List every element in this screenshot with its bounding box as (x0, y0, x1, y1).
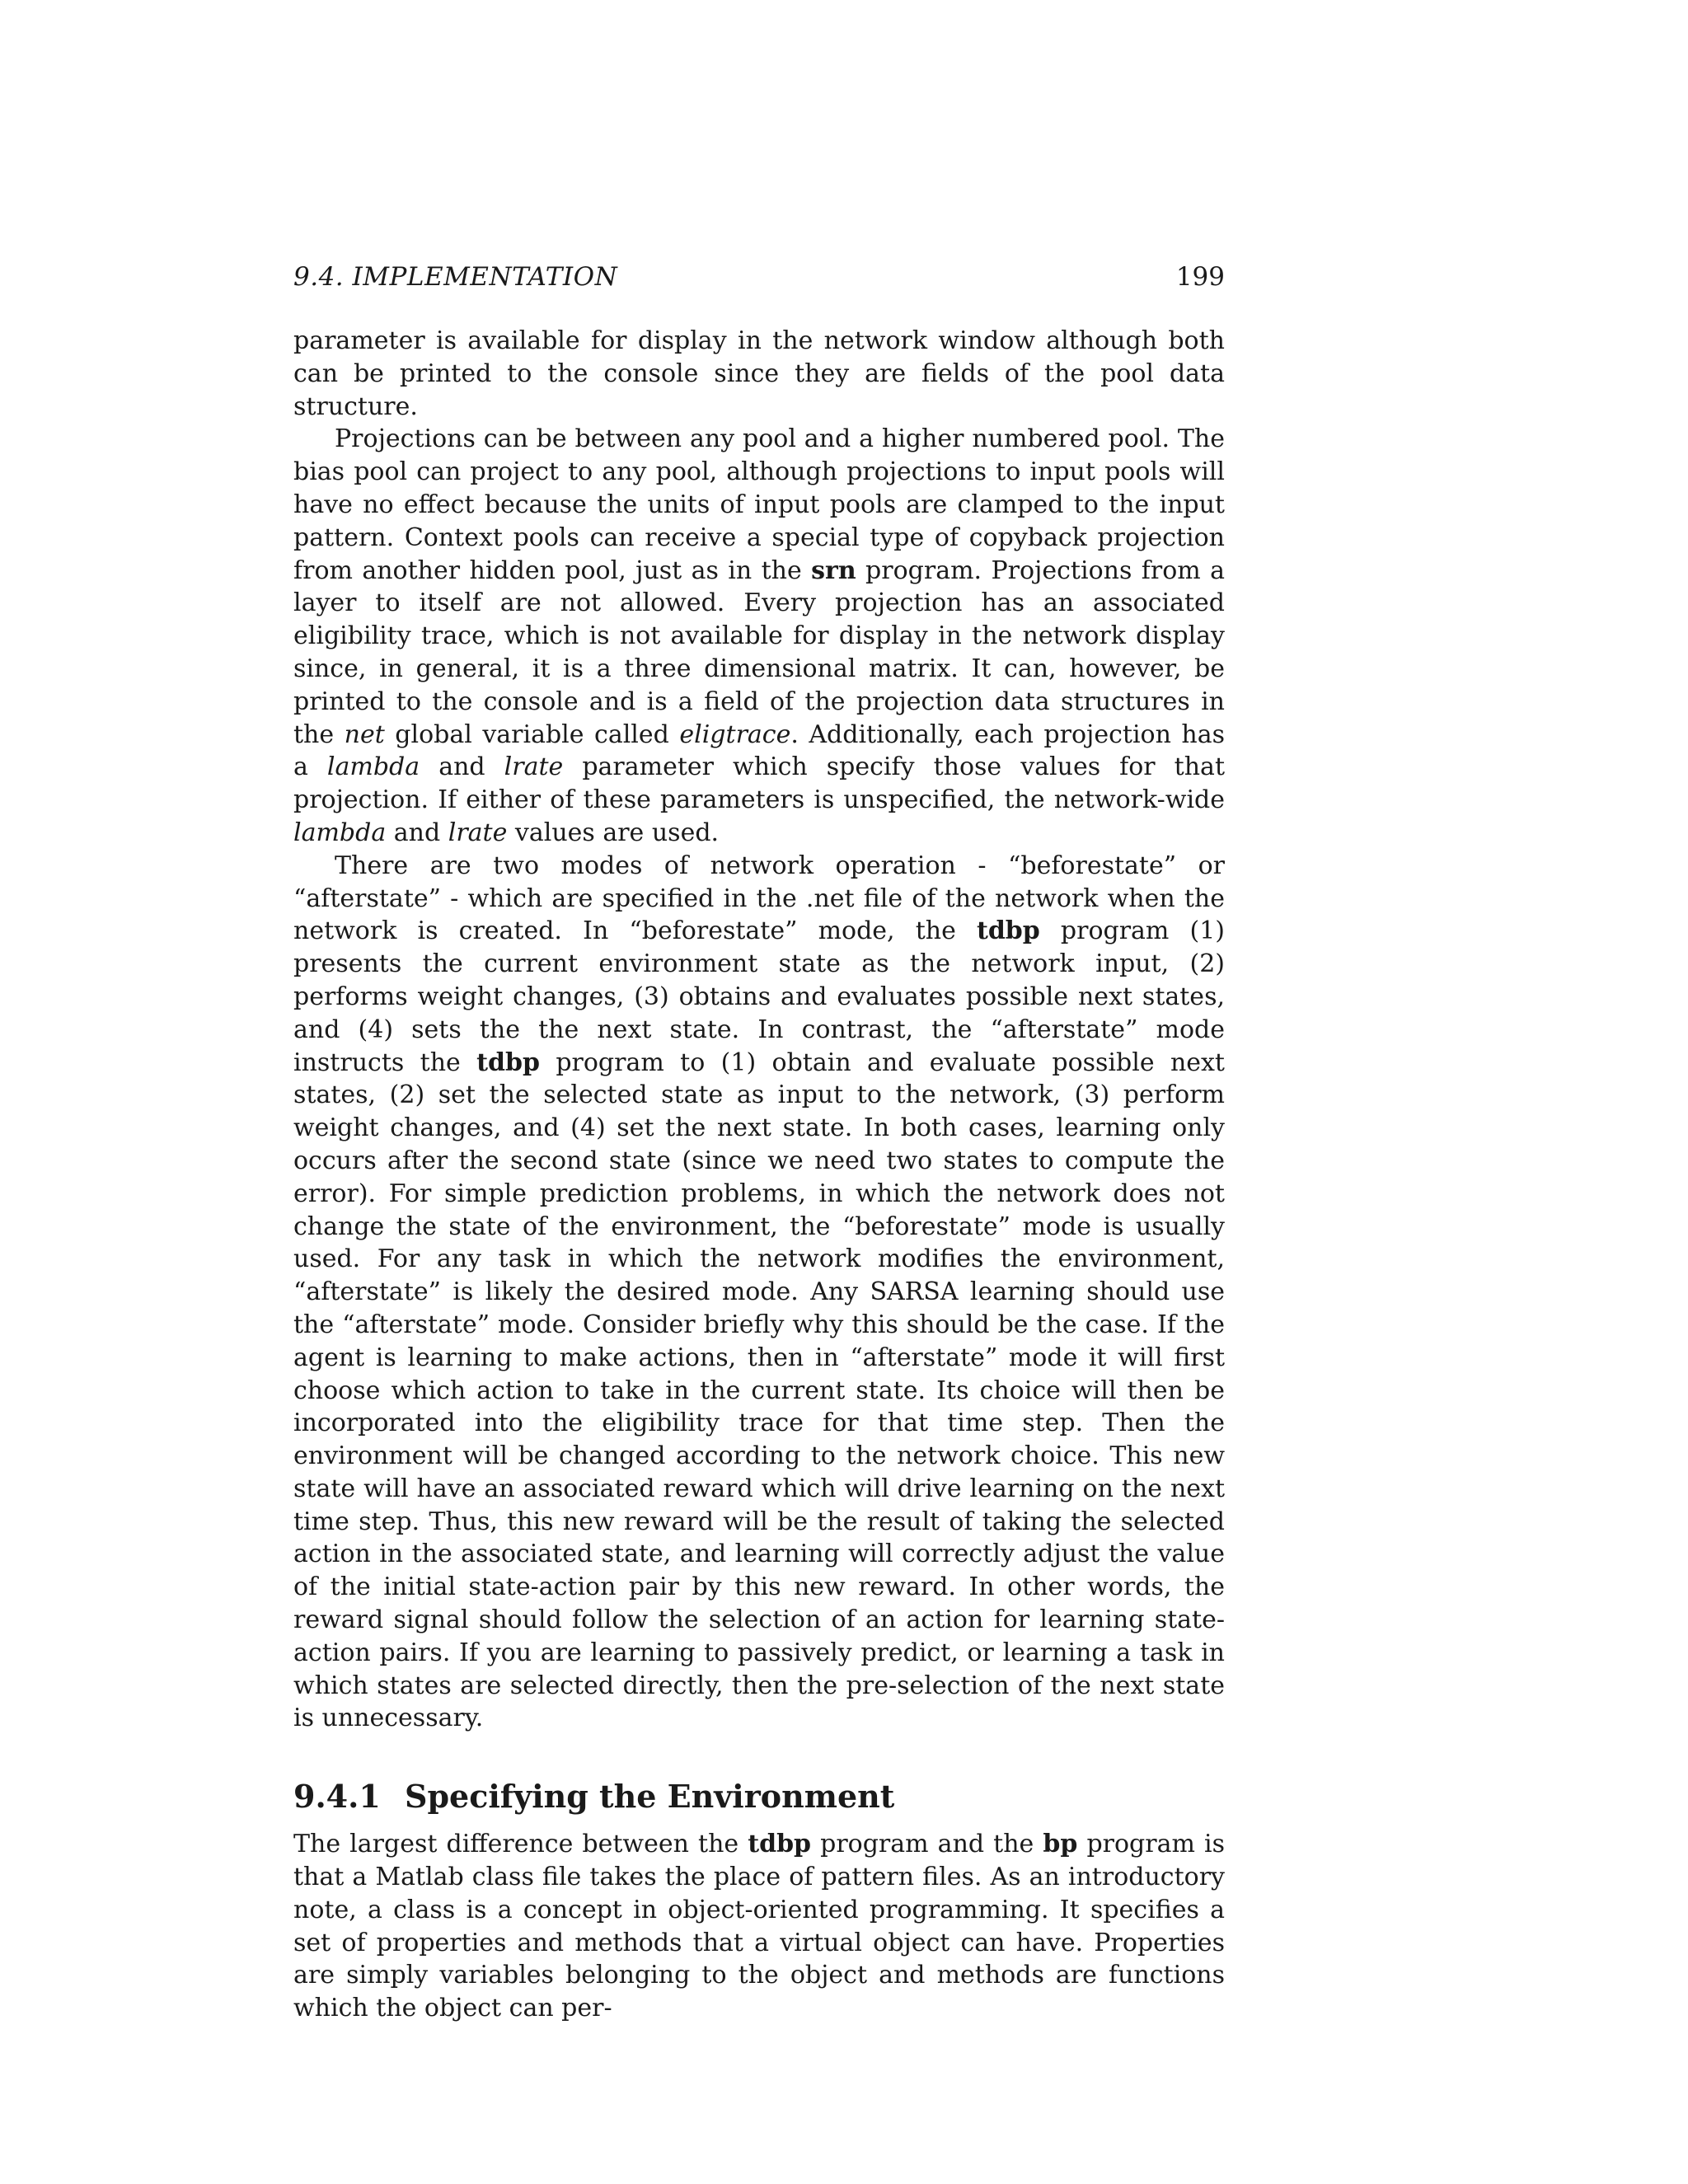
paragraph (293, 325, 1225, 423)
program-name: tdbp (976, 916, 1040, 946)
text-run: Projections can be between any pool and a higher numbered pool. The bias pool can project to any pool, although projections to input pools will have no effect because the units of input pools are clamped to the input pattern. Context pools can receive a special type of copyback projection from another hidden pool, just as in the (293, 424, 1225, 585)
paragraph (293, 423, 1225, 849)
variable-name: lrate (448, 818, 508, 847)
text-run: There are two modes of network operation - “beforestate” or “afterstate” - which are specified in the .net file of the network when the network is created. In “beforestate” mode, the (293, 851, 1225, 946)
text-run: program and the (811, 1830, 1043, 1859)
text-run: program is that a Matlab class file takes the place of pattern files. As an introductory note, a class is a concept in object-oriented programming. It specifies a set of properties and methods that a virtual object can have. Properties are simply variables belonging to the object and methods are functions which the object can per- (293, 1830, 1226, 2023)
variable-name: net (344, 719, 385, 749)
program-name: srn (811, 555, 856, 585)
text-run: and (386, 818, 448, 847)
program-name: bp (1043, 1830, 1078, 1859)
text-run: . Additionally, each projection has a (293, 719, 1226, 782)
running-header (293, 262, 1225, 302)
variable-name: lambda (326, 752, 420, 782)
text-run: parameter is available for display in the network window although both can be printed to the console since they are fields of the pool data structure. (293, 326, 1225, 421)
text-run: parameter which specify those values for that projection. If either of these parameters is unspecified, the network-wide (293, 752, 1226, 815)
section-title: Specifying the Environment (405, 1778, 895, 1816)
text-run: global variable called (384, 719, 680, 749)
variable-name: lambda (293, 818, 387, 847)
program-name: tdbp (748, 1830, 812, 1859)
section-number: 9.4.1 (293, 1778, 381, 1816)
section-heading (293, 1778, 1225, 1815)
document-page (293, 262, 1225, 2025)
text-run: program. Projections from a layer to itself are not allowed. Every projection has an associated eligibility trace, which is not available for display in the network display since, in general, it is a three dimensional matrix. It can, however, be printed to the console and is a field of the projection data structures in the (293, 555, 1225, 749)
paragraph (293, 1828, 1225, 2025)
page-number: 199 (1175, 262, 1225, 292)
text-run: The largest difference between the (293, 1830, 748, 1859)
text-run: program to (1) obtain and evaluate possible next states, (2) set the selected state as input to the network, (3) perform weight changes, and (4) set the next state. In both cases, learning only occurs after the second state (since we need two states to compute the error). For simple prediction problems, in which the network does not change the state of the environment, the “beforestate” mode is usually used. For any task in which the network modifies the environment, “afterstate” is likely the desired mode. Any SARSA learning should use the “afterstate” mode. Consider briefly why this should be the case. If the agent is learning to make actions, then in “afterstate” mode it will first choose which action to take in the current state. Its choice will then be incorporated into the eligibility trace for that time step. Then the environment will be changed according to the network choice. This new state will have an associated reward which will drive learning on the next time step. Thus, this new reward will be the result of taking the selected action in the associated state, and learning will correctly adjust the value of the initial state-action pair by this new reward. In other words, the reward signal should follow the selection of an action for learning state-action pairs. If you are learning to passively predict, or learning a task in which states are selected directly, then the pre-selection of the next state is unnecessary. (293, 1047, 1225, 1733)
program-name: tdbp (476, 1047, 540, 1077)
text-run: values are used. (507, 818, 720, 847)
body-text (293, 325, 1225, 2025)
variable-name: eligtrace (679, 719, 791, 749)
running-title: 9.4. IMPLEMENTATION (293, 262, 618, 292)
variable-name: lrate (504, 752, 564, 782)
paragraph (293, 850, 1225, 1736)
text-run: program (1) presents the current environment state as the network input, (2) performs weight changes, (3) obtains and evaluates possible next states, and (4) sets the the next state. In contrast, the “afterstate” mode instructs the (293, 916, 1226, 1077)
text-run: and (420, 752, 504, 782)
